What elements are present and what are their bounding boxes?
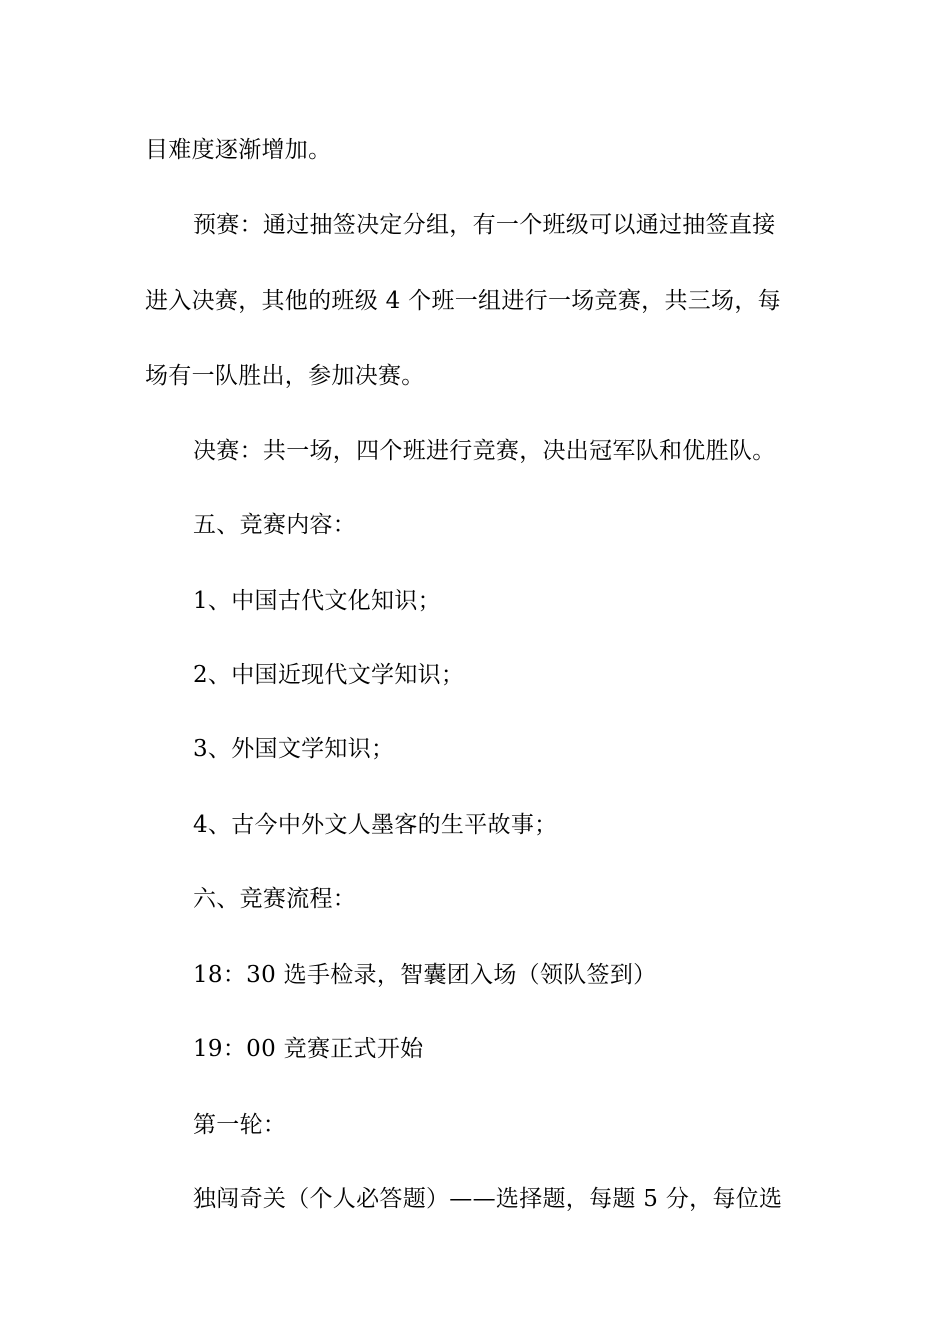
- section-heading-process: 六、竞赛流程：: [193, 886, 357, 912]
- round-heading-first: 第一轮：: [193, 1112, 287, 1138]
- schedule-item-1900: 19：00 竞赛正式开始: [193, 1036, 424, 1062]
- text-line-final: 决赛：共一场，四个班进行竞赛，决出冠军队和优胜队。: [193, 438, 776, 464]
- list-item-2: 2、中国近现代文学知识；: [193, 662, 465, 688]
- text-line-preliminary: 预赛：通过抽签决定分组，有一个班级可以通过抽签直接: [193, 212, 776, 238]
- section-heading-content: 五、竞赛内容：: [193, 512, 357, 538]
- list-item-1: 1、中国古代文化知识；: [193, 588, 441, 614]
- text-line-round-one: 独闯奇关（个人必答题）——选择题，每题 5 分，每位选: [193, 1186, 783, 1212]
- text-line-preliminary-cont-1: 进入决赛，其他的班级 4 个班一组进行一场竞赛，共三场，每: [145, 288, 781, 314]
- list-item-3: 3、外国文学知识；: [193, 736, 395, 762]
- list-item-4: 4、古今中外文人墨客的生平故事；: [193, 812, 558, 838]
- text-line-preliminary-cont-2: 场有一队胜出，参加决赛。: [145, 363, 425, 389]
- schedule-item-1830: 18：30 选手检录，智囊团入场（领队签到）: [193, 962, 657, 988]
- text-line-continuation: 目难度逐渐增加。: [145, 137, 332, 163]
